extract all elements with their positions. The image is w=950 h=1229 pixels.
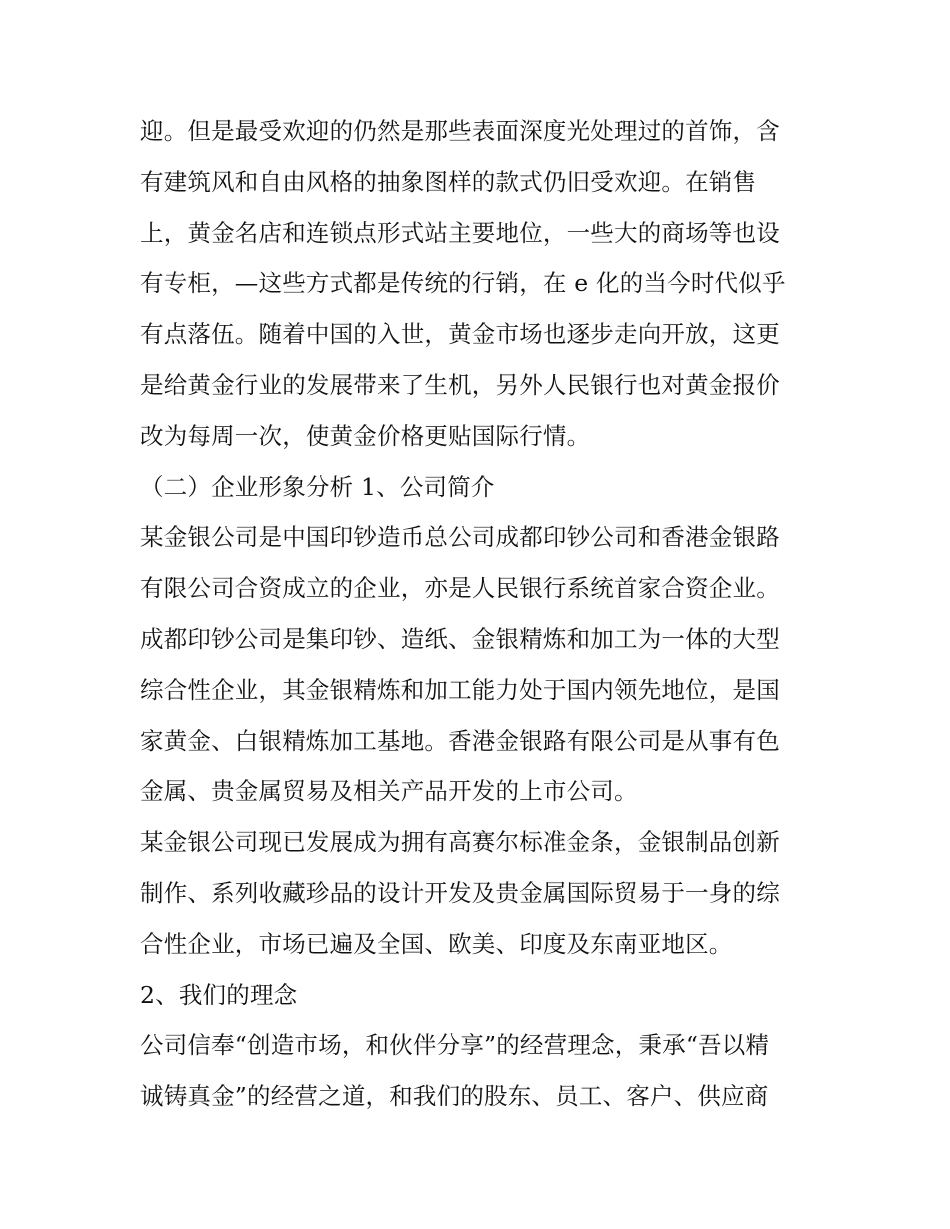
text-line: 是给黄金行业的发展带来了生机，另外人民银行也对黄金报价 bbox=[140, 370, 780, 399]
text-line: 迎。但是最受欢迎的仍然是那些表面深度光处理过的首饰，含 bbox=[140, 117, 780, 145]
text-line: 有建筑风和自由风格的抽象图样的款式仍旧受欢迎。在销售 bbox=[140, 167, 757, 196]
text-line: 综合性企业，其金银精炼和加工能力处于国内领先地位，是国 bbox=[140, 675, 780, 704]
text-line: 公司信奉“创造市场，和伙伴分享”的经营理念，秉承“吾以精 bbox=[140, 1031, 770, 1060]
text-line: 有专柜，—这些方式都是传统的行销，在 e 化的当今时代似乎 bbox=[140, 269, 786, 298]
text-line: 金属、贵金属贸易及相关产品开发的上市公司。 bbox=[140, 777, 638, 806]
text-line: 上，黄金名店和连锁点形式站主要地位，一些大的商场等也设 bbox=[140, 218, 780, 247]
text-line: 有限公司合资成立的企业，亦是人民银行系统首家合资企业。 bbox=[140, 574, 780, 603]
text-line: 某金银公司是中国印钞造币总公司成都印钞公司和香港金银路 bbox=[140, 523, 780, 552]
section-heading: （二）企业形象分析 1、公司简介 bbox=[140, 472, 495, 501]
text-line: 有点落伍。随着中国的入世，黄金市场也逐步走向开放，这更 bbox=[140, 320, 780, 349]
text-line: 某金银公司现已发展成为拥有高赛尔标准金条，金银制品创新 bbox=[140, 828, 780, 857]
text-line: 改为每周一次，使黄金价格更贴国际行情。 bbox=[140, 421, 591, 450]
text-line: 制作、系列收藏珍品的设计开发及贵金属国际贸易于一身的综 bbox=[140, 878, 780, 907]
text-line: 成都印钞公司是集印钞、造纸、金银精炼和加工为一体的大型 bbox=[140, 624, 780, 653]
text-line: 诚铸真金”的经营之道，和我们的股东、员工、客户、供应商 bbox=[140, 1082, 769, 1111]
body-text bbox=[140, 106, 820, 1122]
text-line: 合性企业，市场已遍及全国、欧美、印度及东南亚地区。 bbox=[140, 929, 733, 958]
text-line: 家黄金、白银精炼加工基地。香港金银路有限公司是从事有色 bbox=[140, 726, 780, 755]
section-heading: 2、我们的理念 bbox=[140, 980, 298, 1009]
